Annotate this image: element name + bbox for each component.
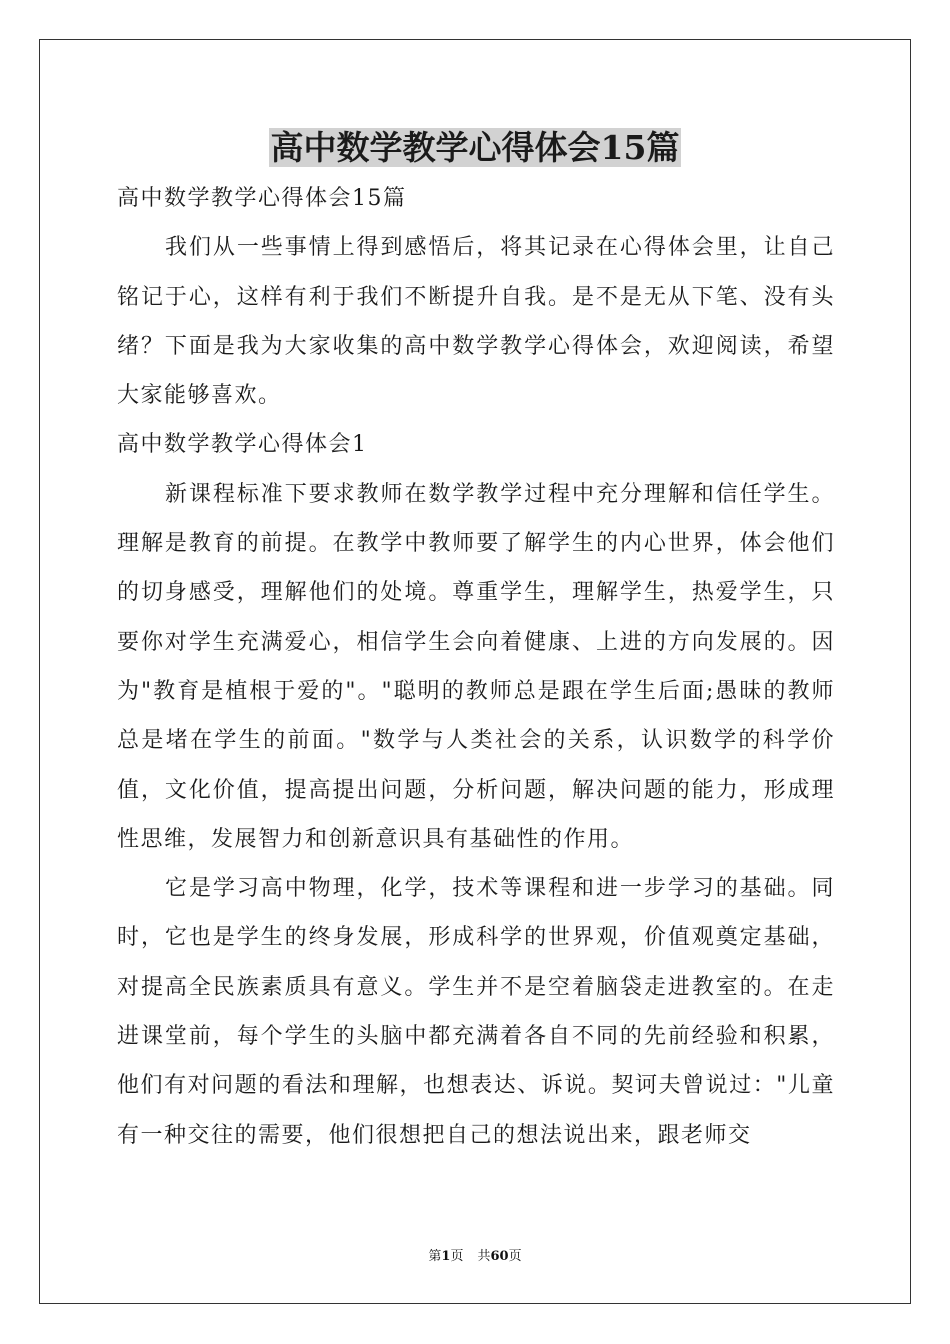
page-footer [0,1248,950,1266]
page-prefix: 第 [428,1249,442,1264]
document-title [0,124,950,172]
page-number: 1 [441,1249,451,1264]
document-title-text: 高中数学教学心得体会15篇 [270,128,680,167]
total-pages: 60 [490,1249,509,1264]
section-heading: 高中数学教学心得体会1 [117,432,368,458]
paragraph: 新课程标准下要求教师在数学教学过程中充分理解和信任学生。理解是教育的前提。在教学中教师要了解学生的内心世界，体会他们的切身感受，理解他们的处境。尊重学生，理解学生，热爱学生，只要你对学生充满爱心，相信学生会向着健康、上进的方向发展的。因为"教育是植根于爱的"。"聪明的教师总是跟在学生后面;愚昧的教师总是堵在学生的前面。"数学与人类社会的关系，认识数学的科学价值，文化价值，提高提出问题，分析问题，解决问题的能力，形成理性思维，发展智力和创新意识具有基础性的作用。 [117,481,835,852]
page-suffix: 页 [450,1249,464,1264]
paragraph: 我们从一些事情上得到感悟后，将其记录在心得体会里，让自己铭记于心，这样有利于我们不断提升自我。是不是无从下笔、没有头绪？下面是我为大家收集的高中数学教学心得体会，欢迎阅读，希望大家能够喜欢。 [117,235,835,409]
paragraph: 高中数学教学心得体会15篇 [117,186,407,211]
paragraph: 它是学习高中物理，化学，技术等课程和进一步学习的基础。同时，它也是学生的终身发展，形成科学的世界观，价值观奠定基础，对提高全民族素质具有意义。学生并不是空着脑袋走进教室的。在走进课堂前，每个学生的头脑中都充满着各自不同的先前经验和积累，他们有对问题的看法和理解，也想表达、诉说。契诃夫曾说过："儿童有一种交往的需要，他们很想把自己的想法说出来，跟老师交 [117,876,835,1148]
total-prefix: 共 [477,1249,491,1264]
total-suffix: 页 [508,1249,522,1264]
document-body [117,174,835,1160]
